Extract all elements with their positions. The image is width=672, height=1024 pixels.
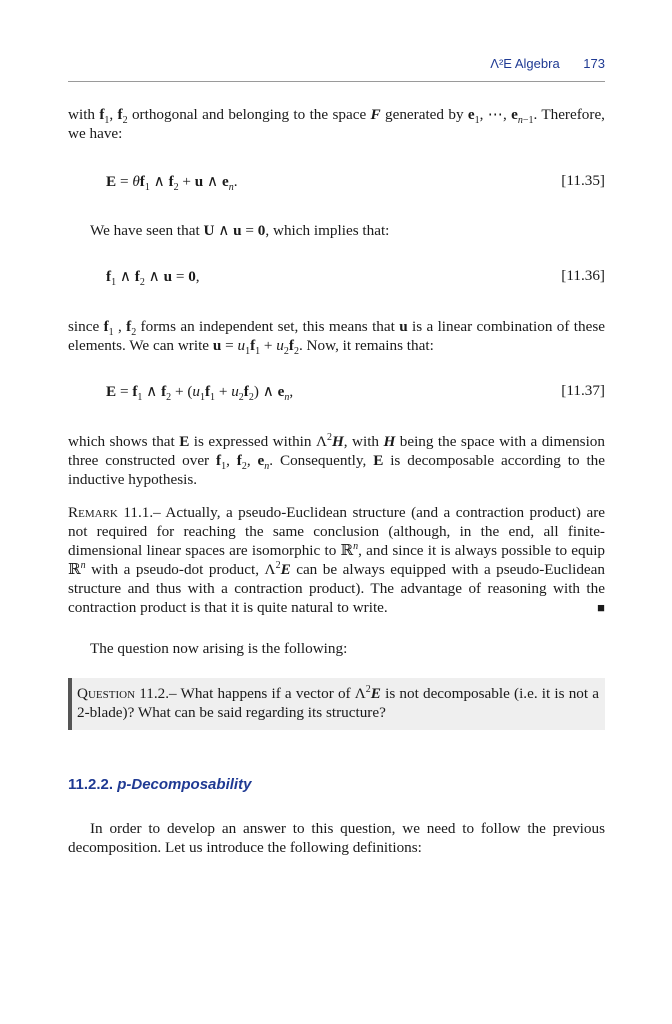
remark-11-1: Remark 11.1.– Actually, a pseudo-Euclidean structure (and a contraction product) are not required for reaching the same conclusion (although, in the end, all finite-dimensional linear spaces are isomorphic to ℝ$^n$, and since it is always possible to equip ℝ$^n$ with a pseudo-dot product, $\Lambda^2E$ can be always equipped with a pseudo-Euclidean structure and thus with a contraction product). The advantage of reasoning with the contraction product is that it is quite natural to write. ■	[68, 504, 606, 616]
question-box-bar	[68, 678, 72, 730]
section-heading	[68, 776, 251, 793]
equation-11-36: $f_1$ ∧ $f_2$ ∧ u = 0, [11.36]	[106, 267, 605, 289]
equation-11-35: $E = \theta f_1$ ∧ $f_2 + u$ ∧ $e_n$. [11.35]	[106, 172, 605, 194]
remark-label: Remark	[68, 504, 118, 521]
paragraph-3: since $f_1$ , $f_2$ forms an independent set, this means that u is a linear combination of these elements. We can write $u = u_1f_1 + u_2f_2$. Now, it remains that:	[68, 318, 605, 358]
question-label: Question	[77, 685, 136, 702]
question-11-2: Question 11.2.– What happens if a vector of $\Lambda^2E$ is not decomposable (i.e. it is not a 2-blade)? What can be said regarding its structure?	[77, 683, 600, 721]
section-number: 11.2.2.	[68, 776, 114, 793]
running-header	[490, 56, 605, 71]
question-box	[68, 678, 605, 730]
header-title: Λ²E Algebra	[490, 56, 560, 71]
header-rule	[68, 81, 605, 82]
equation-number: [11.35]	[561, 172, 605, 189]
equation-number: [11.37]	[561, 382, 605, 399]
section-title: p-Decomposability	[117, 776, 252, 793]
equation-11-37: $E = f_1$ ∧ $f_2 + (u_1f_1 + u_2f_2)$ ∧ $e_n$, [11.37]	[106, 382, 605, 404]
paragraph-6: In order to develop an answer to this question, we need to follow the previous decomposition. Let us introduce the following definitions:	[68, 820, 605, 856]
paragraph-4: which shows that E is expressed within $\Lambda^2H$, with H being the space with a dimension three constructed over $f_1$, $f_2$, $e_n$. Consequently, E is decomposable according to the inductive hypothesis.	[68, 431, 606, 488]
end-of-remark-mark: ■	[597, 600, 605, 615]
paragraph-5: The question now arising is the following:	[90, 640, 348, 657]
paragraph-2: We have seen that U ∧ u = 0, which implies that:	[90, 222, 390, 239]
equation-number: [11.36]	[561, 267, 605, 284]
page-number: 173	[583, 56, 605, 71]
paragraph-1: with $f_1$, $f_2$ orthogonal and belonging to the space F generated by $e_1$, ⋯, $e_{n-1}$. Therefore, we have:	[68, 106, 605, 142]
